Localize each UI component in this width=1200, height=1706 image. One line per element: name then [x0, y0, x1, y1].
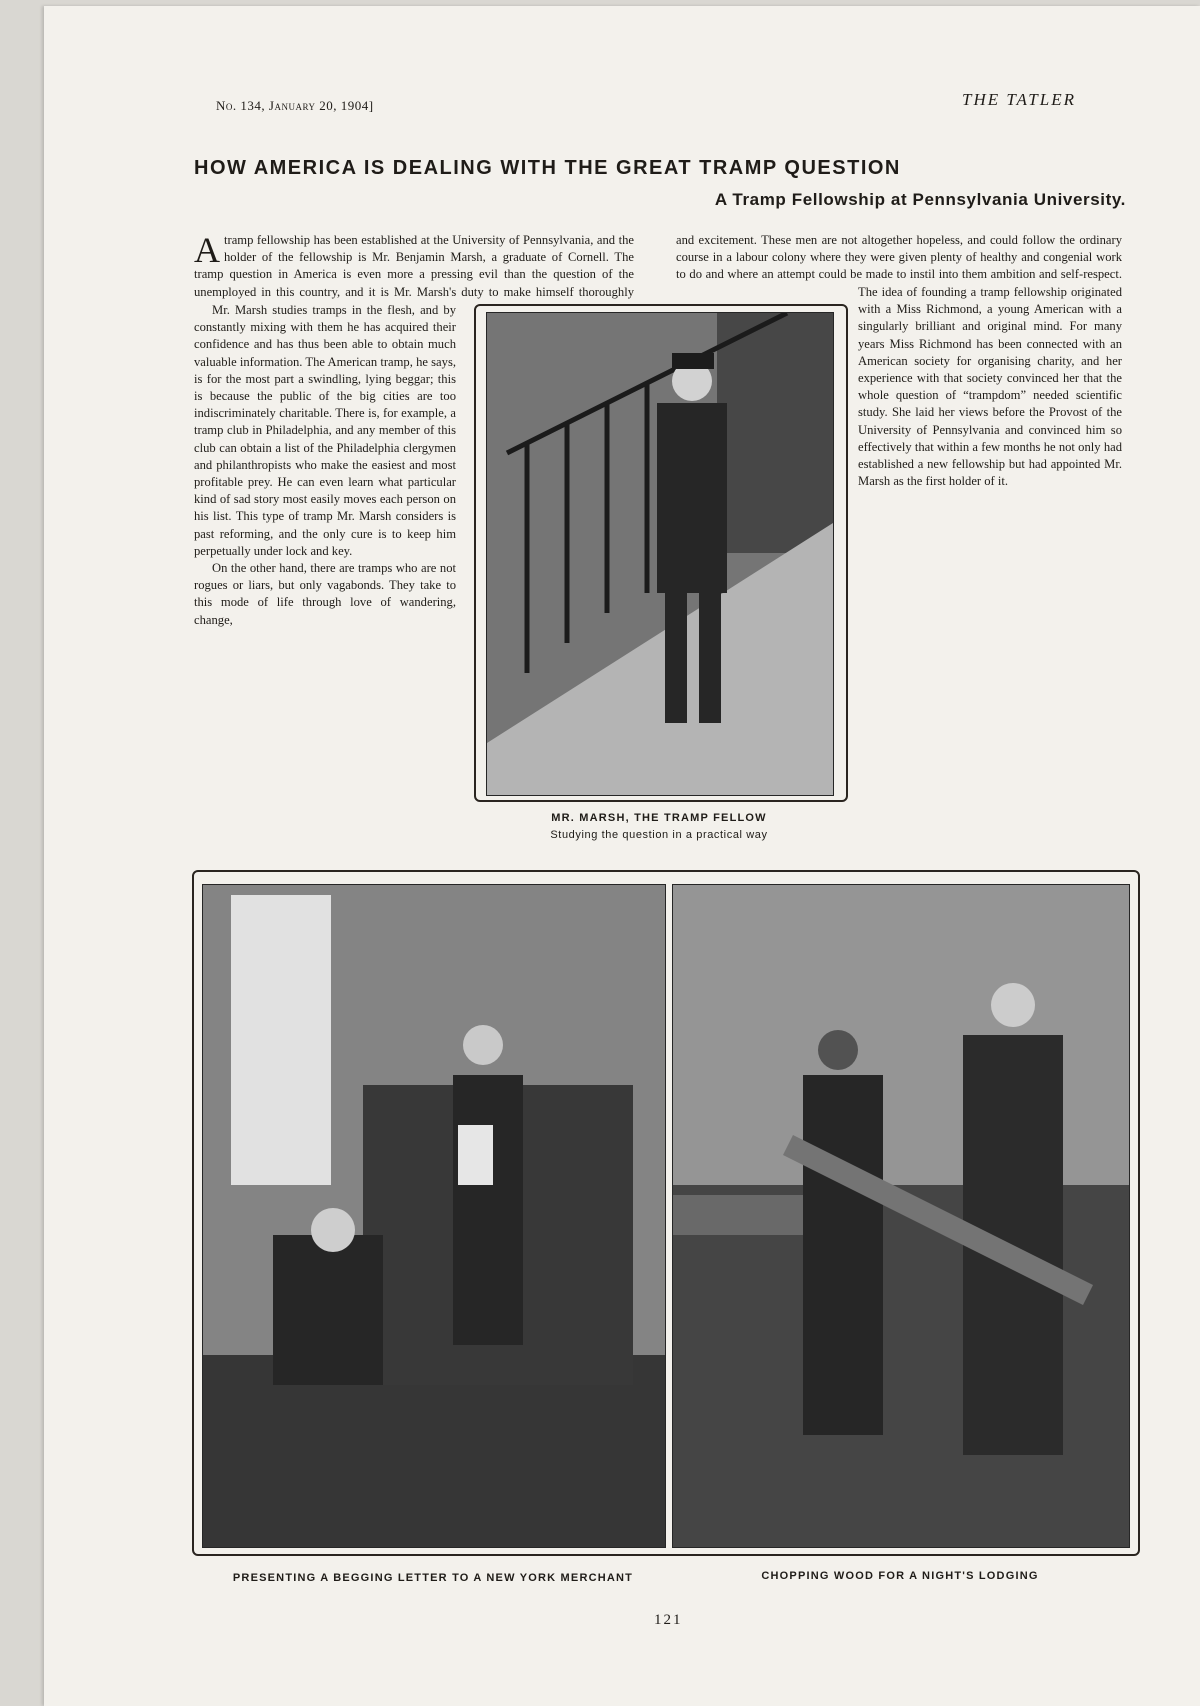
article-column-right-top — [676, 232, 1122, 284]
page-number: 121 — [654, 1612, 683, 1628]
headline: HOW AMERICA IS DEALING WITH THE GREAT TRAMP QUESTION — [194, 157, 901, 179]
paragraph: and excitement. These men are not altogether hopeless, and could follow the ordinary course in a labour colony where they were given plenty of healthy and congenial work to do and where an attempt could be made to instil into them ambition and self-respect. — [676, 233, 1122, 282]
photo-begging-letter — [202, 884, 666, 1548]
top-photo-caption — [474, 812, 844, 841]
caption-subtitle: Studying the question in a practical way — [550, 829, 768, 841]
bottom-right-caption: CHOPPING WOOD FOR A NIGHT'S LODGING — [761, 1570, 1039, 1582]
woodshed-scene-illustration — [673, 885, 1129, 1547]
paragraph: tramp fellowship has been established at the University of Pennsylvania, and the holder of the fellowship is Mr. Benjamin Marsh, a graduate of Cornell. The tramp question in America is even more a pressing evil than the question of the unemployed in this country, and it is Mr. Marsh's duty to make himself thoroughly — [194, 233, 634, 299]
paragraph: The idea of founding a tramp fellowship originated with a Miss Richmond, a young American with a singularly brilliant and original mind. For many years Miss Richmond has been connected with an American society for organising charity, and her experience with that society convinced her that the whole question of “trampdom” needed scientific study. She laid her views before the Provost of the University of Pennsylvania and convinced him so effectively that within a few months he not only had established a new fellowship but had appointed Mr. Marsh as the first holder of it. — [858, 285, 1122, 489]
caption-title: MR. MARSH, THE TRAMP FELLOW — [551, 812, 767, 824]
paragraph: Mr. Marsh studies tramps in the flesh, and by constantly mixing with them he has acquired their confidence and has thus been able to obtain much valuable information. The American tramp, he says, is for the most part a swindling, lying beggar; this is because the public of the big cities are too indiscriminately charitable. There is, for example, a tramp club in Philadelphia, and any member of this club can obtain a list of the Philadelphia clergymen and philanthropists who make the easiest and most profitable prey. He can even learn what particular kind of sad story most easily moves each person on his list. This type of tramp Mr. Marsh considers is past reforming, and the only cure is to keep him perpetually under lock and key. — [194, 303, 456, 558]
bottom-left-caption: PRESENTING A BEGGING LETTER TO A NEW YORK MERCHANT — [232, 1572, 634, 1584]
drop-cap: A — [194, 232, 220, 270]
photo-chopping-wood — [672, 884, 1130, 1548]
subheadline: A Tramp Fellowship at Pennsylvania University. — [714, 190, 1126, 209]
photo-mr-marsh — [486, 312, 834, 796]
article-column-left-top — [194, 232, 634, 302]
stairway-figure-illustration — [487, 313, 833, 795]
article-column-right — [858, 284, 1122, 844]
article-column-left — [194, 302, 456, 862]
paragraph: On the other hand, there are tramps who are not rogues or liars, but only vagabonds. They take to this mode of life through love of wandering, change, — [194, 561, 456, 627]
issue-line: No. 134, January 20, 1904] — [216, 98, 374, 113]
publication-name: THE TATLER — [962, 90, 1076, 109]
office-scene-illustration — [203, 885, 665, 1547]
